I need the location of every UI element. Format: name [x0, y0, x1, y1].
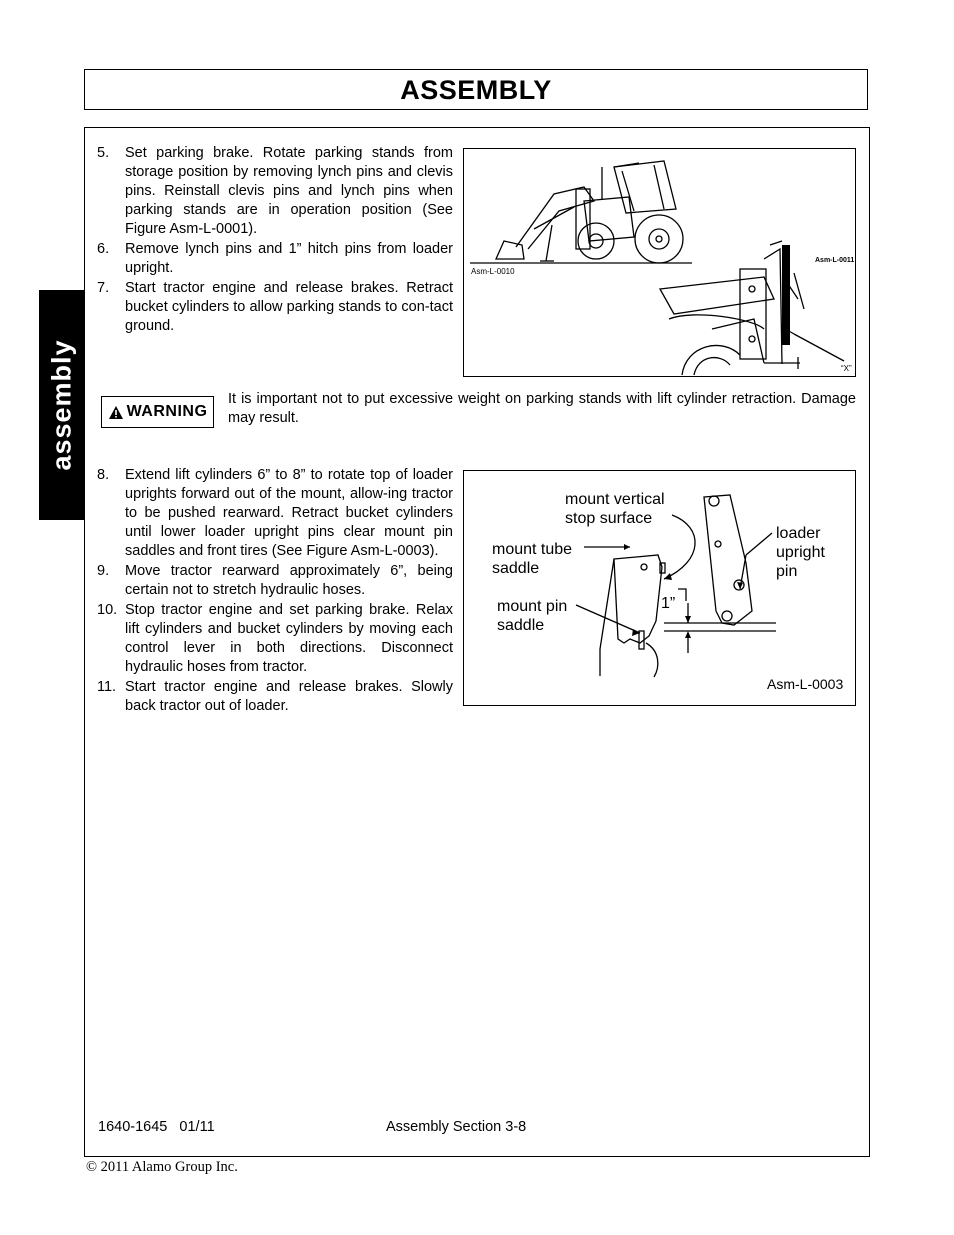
step-text: Set parking brake. Rotate parking stands from storage position by removing lynch pins and clevis pins. Reinstall clevis pins and lynch pins when parking stands are in operation position (See Figure Asm-L-0001). — [125, 145, 453, 237]
warning-triangle-icon — [108, 405, 124, 420]
step-number: 5. — [97, 145, 110, 161]
dimension-label: 1” — [661, 595, 676, 612]
fig-label-left: Asm-L-0010 — [471, 267, 515, 276]
step-text: Extend lift cylinders 6” to 8” to rotate top of loader uprights forward out of the mount, allow-ing tractor to be pushed rearward. Retract bucket cylinders until lower loader upright pins clear mount pin saddles and front tires (See Figure Asm-L-0003). — [125, 467, 453, 559]
label-mount-tube-1: mount tube — [492, 541, 573, 558]
footer-section: Assembly Section 3-8 — [386, 1119, 527, 1135]
fig-label-right: Asm-L-0011 — [815, 257, 855, 264]
step-number: 11. — [97, 679, 117, 695]
label-mount-pin-1: mount pin — [497, 598, 568, 615]
label-mount-vertical-1: mount vertical — [565, 491, 665, 508]
label-loader-3: pin — [776, 563, 798, 580]
label-mount-tube-2: saddle — [492, 560, 540, 577]
mount-detail-illustration — [464, 471, 857, 707]
step-text: Remove lynch pins and 1” hitch pins from loader upright. — [125, 241, 453, 276]
tractor-illustration — [464, 149, 857, 378]
label-mount-vertical-2: stop surface — [565, 510, 653, 527]
warning-badge-label: WARNING — [126, 403, 208, 420]
step-number: 6. — [97, 241, 110, 257]
step-item — [97, 678, 453, 716]
figure-mount-detail — [463, 470, 856, 706]
steps-list-bottom — [97, 466, 453, 717]
step-text: Move tractor rearward approximately 6”, being certain not to stretch hydraulic hoses. — [125, 563, 453, 598]
step-number: 9. — [97, 563, 110, 579]
step-item — [97, 279, 453, 336]
label-loader-1: loader — [776, 525, 821, 542]
step-item — [97, 144, 453, 239]
step-item — [97, 240, 453, 278]
step-number: 10. — [97, 602, 118, 618]
label-mount-pin-2: saddle — [497, 617, 545, 634]
page-title: ASSEMBLY — [400, 75, 552, 105]
step-text: Start tractor engine and release brakes. Retract bucket cylinders to allow parking stands to con-tact ground. — [125, 280, 453, 334]
step-item — [97, 466, 453, 561]
step-item — [97, 601, 453, 677]
step-text: Stop tractor engine and set parking brake. Relax lift cylinders and bucket cylinders by moving each control lever in both directions. Disconnect hydraulic hoses from tractor. — [125, 602, 453, 675]
fig-callout-x: “X” — [841, 364, 852, 373]
page-title-box — [84, 69, 868, 110]
side-tab-label: assembly — [46, 339, 76, 471]
figure-tractor-loader — [463, 148, 856, 377]
step-text: Start tractor engine and release brakes. Slowly back tractor out of loader. — [125, 679, 453, 714]
step-number: 7. — [97, 280, 110, 296]
label-loader-2: upright — [776, 544, 825, 561]
footer-doc-number: 1640-1645 01/11 — [98, 1119, 215, 1135]
warning-text: It is important not to put excessive weight on parking stands with lift cylinder retraction. Damage may result. — [228, 391, 856, 426]
copyright: © 2011 Alamo Group Inc. — [86, 1159, 238, 1175]
step-item — [97, 562, 453, 600]
section-side-tab — [39, 290, 84, 520]
figure-id-label: Asm-L-0003 — [767, 676, 844, 692]
step-number: 8. — [97, 467, 110, 483]
warning-badge — [101, 396, 214, 428]
steps-list-top — [97, 144, 453, 337]
